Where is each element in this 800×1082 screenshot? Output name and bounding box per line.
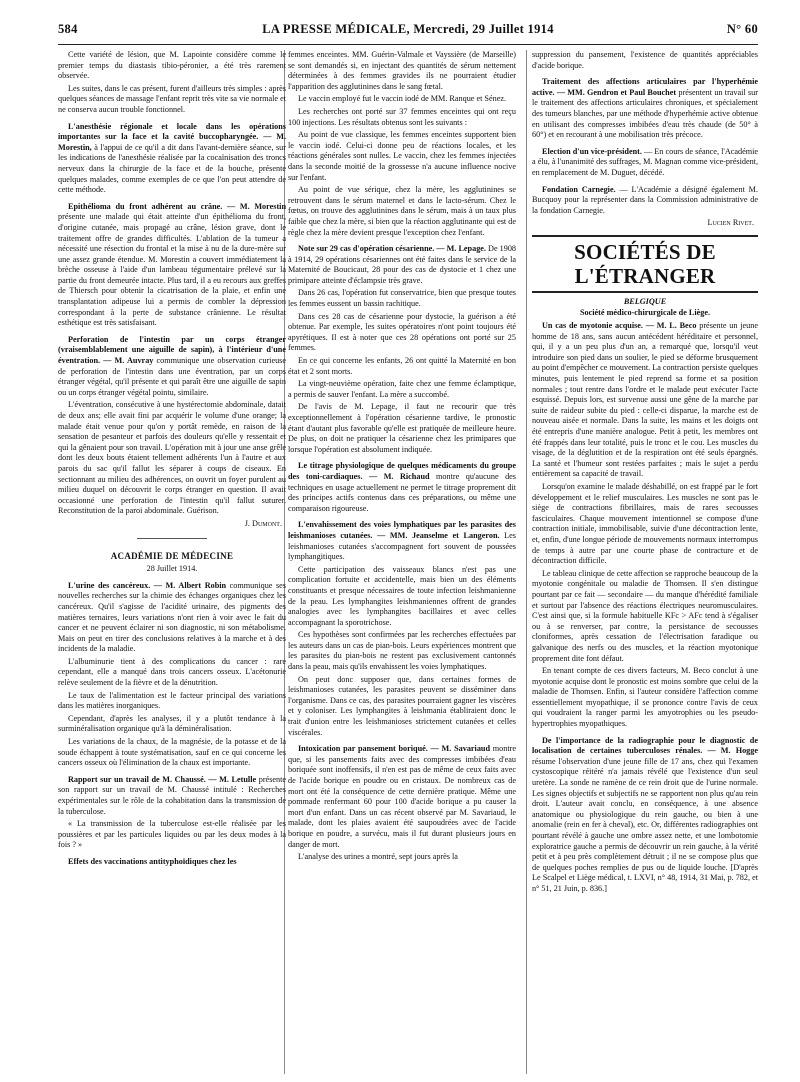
- paragraph: Au point de vue classique, les femmes enceintes supportent bien le vaccin iodé. Celui-ci donne peu de réactions locales, et les réactions générales sont nulles. Le vaccin, chez les femmes injectées dans la seconde moitié de la grossesse n'a aucune influence nocive sur l'enfant.: [288, 130, 516, 182]
- paragraph: Le taux de l'alimentation est le facteur principal des variations dans les matières inorganiques.: [58, 690, 286, 711]
- article: [58, 857, 286, 868]
- article: [288, 244, 516, 286]
- article-title: Perforation de l'intestin par un corps étranger (vraisemblablement une aiguille de sapin), à l'intérieur d'une éventration. — M. Auvray: [58, 334, 286, 366]
- article: [532, 736, 758, 895]
- paragraph: De l'avis de M. Lepage, il faut ne recourir que très exceptionnellement à l'opération césarienne tardive, le pronostic étant d'autant plus favorable qu'elle est pratiquée de meilleure heure. De plus, on doit ne pratiquer la césarienne chez les primipares que lorsque l'opération est absolument indiquée.: [288, 402, 516, 454]
- paragraph: On peut donc supposer que, dans certaines formes de leishmanioses cutanées, les parasites peuvent se disséminer dans l'organisme. Dans ce cas, des parasites pourraient gagner les viscères et y coloniser. Les lymphangites à leishmania établiraient donc le trait d'union entre les leishmanioses strictement cutanées et celles viscérales.: [288, 674, 516, 737]
- paragraph: Cette participation des vaisseaux blancs n'est pas une complication fortuite et accidentelle, mais bien un des éléments constituants et presque nécessaires de toute infection leishmanienne de la peau. Les lymphangites leishmaniennes offrent de grandes analogies avec les lymphangites bacillaires et avec celles accompagnant la sporotrichose.: [288, 564, 516, 627]
- paragraph: Lorsqu'on examine le malade déshabillé, on est frappé par le fort développement et le relief musculaires. Les muscles ne sont pas le siège de contractions fibrillaires, mais de rares secousses fasciculaires. Chaque mouvement intentionnel se compose d'une contraction initiale, immobilisable, suivie d'une décontraction lente, et, enfin, d'une longue période de mouvements normaux interrompus de temps à autre par une courte phase de contracture et de décontraction difficile.: [532, 482, 758, 566]
- article: [532, 77, 758, 141]
- article-text: présente une malade qui était atteinte d'un épithélioma du front, d'origine cutanée, mais propagé au crâne, lésion grave, dont le traitement offre de grandes difficultés. L'ablation de la tumeur a nécessité une résection du frontal et la mise à nu de la dure-mère sur une assez grande étendue. M. Morestin a couvert immédiatement la brèche osseuse à l'aide d'un lambeau tégumentaire prélevé sur la partie du front demeurée intacte. Plus tard, il a eu recours aux greffes de Thiersch pour obtenir la cicatrisation de la plaie, et enfin une transplantation adipeuse lui a permis de combler la dépression correspondant à la perte de substance crânienne. Le résultat esthétique est très satisfaisant.: [58, 212, 286, 328]
- article-text: communique ses nouvelles recherches sur la chimie des échanges organiques chez les cancéreux. Qu'il s'agisse de l'acidité urinaire, des pigments des matières ternaires, leurs variations n'ont rien à voir avec le fait du cancer et ne peuvent éclairer ni son diagnostic, ni son métabolisme. Mais on peut en tirer des conclusions relatives à la marche et à des incidents de la maladie.: [58, 580, 286, 654]
- paragraph: Les variations de la chaux, de la magnésie, de la potasse et de la soude échappent à toute systématisation, sauf en ce qui concerne les cancers osseux où l'élimination de la chaux est importante.: [58, 737, 286, 768]
- article: [58, 122, 286, 196]
- column-1: [58, 50, 286, 1074]
- article-text: présente un jeune homme de 18 ans, sans aucun antécédent héréditaire et personnel, qui, il y a un peu plus d'un an, a remarqué que, lorsqu'il veut introduire son pied dans un soulier, le pied se déforme brusquement au point d'empêcher ce mouvement. La contraction persiste quelques minutes, puis lentement le pied reprend sa forme et sa position normales ; tout rentre dans l'ordre et le malade peut exécuter l'acte esquissé. Depuis lors, est survenue aussi une gêne de la marche par suite de raideur subite du pied : celle-ci disparue, la marche est de nouveau aisée et normale. Dans la suite, les mains et les doigts ont été entrepris d'une manière analogue. Petit à petit, les membres ont été frappés dans leur totalité, puis le tronc et le cou. Les muscles du visage, de la déglutition et de la respiration ont été seuls épargnés. La santé et l'humeur sont restées parfaites ; mais le sujet a perdu entièrement sa capacité de travail.: [532, 321, 758, 479]
- article-text: montre que, si les pansements faits avec des compresses imbibées d'eau boriquée sont inoffensifs, il n'en est pas de même de ceux faits avec de l'acide borique en poudre ou en cristaux. De nombreux cas de mort ont été la conséquence de cette dernière pratique. Même une pommade renfermant 60 pour 100 d'acide borique a pu causer la mort d'un enfant. Dans un cas récent observé par M. Savariaud, le malade, dont les plaies avaient été saupoudrées avec de l'acide borique en poudre, a survécu, mais il fut durant plusieurs jours en danger de mort.: [288, 744, 516, 849]
- paragraph: suppression du pansement, l'existence de quantités appréciables d'acide borique.: [532, 50, 758, 70]
- article-title: Epithélioma du front adhérent au crâne. — M. Morestin: [68, 201, 286, 211]
- paragraph: En ce qui concerne les enfants, 26 ont quitté la Maternité en bon état et 2 sont morts.: [288, 356, 516, 376]
- article-text: à l'appui de ce qu'il a dit dans l'avant-dernière séance, sur les indications de l'anesthésie réalisée par la cocaïnisation des troncs nerveux dans la chirurgie de la face et de la bouche, présente quelques malades, comme exemples de ce que l'on peut attendre de cette méthode.: [58, 142, 286, 195]
- journal-title: LA PRESSE MÉDICALE, Mercredi, 29 Juillet 1914: [262, 22, 554, 36]
- paragraph: Le vaccin employé fut le vaccin iodé de MM. Ranque et Sénez.: [298, 94, 507, 104]
- column-3: [532, 50, 758, 1074]
- section-heading: ACADÉMIE DE MÉDECINE: [110, 550, 234, 561]
- article: [532, 321, 758, 480]
- author-signature: J. Dumont.: [244, 518, 282, 528]
- paragraph: Dans 26 cas, l'opération fut conservatrice, bien que presque toutes les femmes eussent un bassin rachitique.: [288, 288, 516, 309]
- article: [288, 461, 516, 514]
- page-number: 584: [58, 22, 78, 36]
- issue-number: N° 60: [726, 22, 758, 36]
- article: [58, 581, 286, 655]
- article-text: communique une observation curieuse de perforation de l'intestin dans une éventration, par un corps étranger végétal, qu'il présente et qui paraît être une aiguille de sapin ou un corps étranger végétal pointu, similaire.: [58, 356, 286, 397]
- paragraph: En tenant compte de ces divers facteurs, M. Beco conclut à une myotonie acquise dont le pronostic est moins sombre que celui de la maladie de Thomsen. Enfin, si l'auteur considère l'affection comme essentiellement myopathique, il se prononce contre l'avis de ceux qui voudraient la ranger parmi les amyotrophies ou les pseudo-hypertrophies myopathiques.: [532, 666, 758, 729]
- article-title: De l'importance de la radiographie pour le diagnostic de localisation de certaines tuberculoses rénales. — M. Hogge: [532, 735, 758, 756]
- article-title: L'urine des cancéreux. — M. Albert Robin: [68, 580, 227, 590]
- article-text: présentent un travail sur le traitement des affections articulaires chroniques, et spécialement des tumeurs blanches, par une méthode d'hyperhémie active obtenue en utilisant des compresses imbibées d'eau très chaude (de 50° à 60°) et en recourant à une mobilisation très précoce.: [532, 87, 758, 140]
- column-divider: [526, 50, 527, 1074]
- paragraph: « La transmission de la tuberculose est-elle réalisée par les poussières et par les particules liquides ou par les deux modes à la fois ? »: [58, 819, 286, 850]
- article: [288, 520, 516, 562]
- paragraph: Ces hypothèses sont confirmées par les recherches effectuées par les auteurs dans un cas de pian-bois. Leurs expériences montrent que les parasites du pian-bois ne restent pas exclusivement cantonnés dans la peau, mais qu'ils envahissent les voies lymphatiques.: [288, 630, 516, 672]
- society-heading: Société médico-chirurgicale de Liège.: [579, 307, 711, 317]
- article: [58, 202, 286, 329]
- paragraph: Cependant, d'après les analyses, il y a plutôt tendance à la surminéralisation organique qu'à la déminéralisation.: [58, 713, 286, 734]
- article-title: L'envahissement des voies lymphatiques par les parasites des leishmanioses cutanées. — MM. Jeanselme et Langeron.: [288, 520, 516, 540]
- paragraph: L'éventration, consécutive à une hystérectomie abdominale, datait de deux ans; elle avait fini par acquérir le volume d'une orange; la malade était venue pour qu'on y portât remède, en raison de la sensation de pesanteur et parfois des douleurs qu'elle y ressentait et qui la gênaient pour son travail. L'opération mit à jour une anse grêle dont les deux bouts étaient tellement adhérents l'un à l'autre et aux parois du sac qu'il fallut les séparer à coups de ciseaux. En sectionnant au milieu des adhérences, on ouvrit un foyer purulent au milieu duquel on découvrit le corps étranger en question. Il avait occasionné une perforation de l'intestin qu'il fallut suturer. Reconstitution de la paroi abdominale. Guérison.: [58, 400, 286, 516]
- paragraph: femmes enceintes. MM. Guérin-Valmale et Vayssière (de Marseille) se sont demandés si, en injectant des quantités de sérum nettement déterminées à des femmes gravides ils ne pourraient étudier l'apparition des agglutinines dans le sang fœtal.: [288, 50, 516, 91]
- section-banner: SOCIÉTÉS DE L'ÉTRANGER: [532, 235, 758, 293]
- article-title: Note sur 29 cas d'opération césarienne. — M. Lepage.: [298, 244, 486, 254]
- article-title: L'anesthésie régionale et locale dans les opérations importantes sur la face et la cavité buccopharyngée. — M. Morestin,: [58, 121, 286, 152]
- paragraph: Le tableau clinique de cette affection se rapproche beaucoup de la myotonie congénitale ou maladie de Thomsen. Il s'en distingue pourtant par ce fait — secondaire — du manque d'hérédité familiale et surtout par l'absence des réactions électriques neuromusculaires. C'est ainsi que, si la formule habituelle KFc > AFc tend à s'égaliser ou à se renverser, par contre, la persistance de secousses cloniformes, après cessation de l'électrisation faradique ou galvanique des nerfs ou des muscles, et la réaction myotonique proprement dite font défaut.: [532, 568, 758, 663]
- article-text: Les leishmanioses cutanées s'accompagnent fort souvent de poussées lymphangitiques.: [288, 530, 516, 562]
- paragraph: La vingt-neuvième opération, faite chez une femme éclamptique, a permis de sauver l'enfant. La mère a succombé.: [288, 379, 516, 399]
- session-date: 28 Juillet 1914.: [146, 564, 198, 574]
- article: [288, 744, 516, 850]
- paragraph: Au point de vue sérique, chez la mère, les agglutinines se retrouvent dans le sérum maternel et dans le lacto-sérum. Chez le fœtus, on trouve des agglutinines dans le sérum, mais à un taux plus faible que chez la mère, si bien que la réaction agglutinante qui est de règle chez la mère devient presque l'exception chez l'enfant.: [288, 185, 516, 237]
- article: [532, 147, 758, 179]
- article-text: De 1908 à 1914, 29 opérations césariennes ont été faites dans le service de la Maternité de Boucicaut, 28 pour des cas de dystocie et 1 chez une primipare atteinte d'éclampsie très grave.: [288, 244, 516, 285]
- paragraph: L'analyse des urines a montré, sept jours après la: [298, 852, 458, 862]
- article: [58, 335, 286, 399]
- paragraph: Dans ces 28 cas de césarienne pour dystocie, la guérison a été obtenue. Par exemple, les suites opératoires n'ont point toujours été apyrétiques. Il est à noter que ces 28 opérations ont porté sur 25 femmes.: [288, 311, 516, 353]
- article-title: Election d'un vice-président.: [542, 146, 642, 156]
- article-text: résume l'observation d'une jeune fille de 17 ans, chez qui l'examen cystoscopique réitéré n'a jamais révélé que l'existence d'un seul uretère. La sonde ne ramène de ce rein droit que de l'urine normale. Les signes objectifs et subjectifs ne se rapportent non plus qu'au rein droit. L'auteur avait conclu, en conséquence, à une absence anatomique ou physiologique du rein gauche, ou bien à une anomalie (rein en fer à cheval), etc. Or, différentes radiographies ont pourtant révélé à gauche une ombre assez nette, et une lombotomie exploratrice gauche a permis de découvrir un rein gauche, à la vérité petit et à peu près complètement détruit ; il ne se compose plus que de quelques poches remplies de pus ou de liquide louche. [D'après Le Scalpel et Liège médical, t. LXVI, n° 48, 1914, 31 Mai, p. 782, et n° 51, 21 Juin, p. 836.]: [532, 756, 758, 893]
- article-text: présente son rapport sur un travail de M. Chaussé intitulé : Recherches expérimentales sur le rôle de la cohabitation dans la transmission de la tuberculose.: [58, 774, 286, 816]
- article-title: Intoxication par pansement boriqué. — M. Savariaud: [298, 744, 491, 754]
- article-text: — L'Académie a désigné également M. Bucquoy pour la représenter dans la Commission administrative de la fondation Carnegie.: [532, 184, 758, 215]
- paragraph: Les recherches ont porté sur 37 femmes enceintes qui ont reçu 100 injections. Les résultats obtenus sont les suivants :: [288, 106, 516, 127]
- article-text: montre qu'aucune des techniques en usage actuellement ne permet le titrage proprement dit des principes actifs contenus dans ces préparations, ou même une comparaison rigoureuse.: [288, 471, 516, 513]
- article-title: Effets des vaccinations antityphoïdiques chez les: [68, 856, 237, 866]
- paragraph: L'albuminurie tient à des complications du cancer : rare cependant, elle a manqué dans trois cancers osseux. L'acétonurie relève seulement de la fièvre et de la dénutrition.: [58, 656, 286, 688]
- column-2: [288, 50, 516, 1074]
- article-text: — En cours de séance, l'Académie a élu, à l'unanimité des suffrages, M. Magnan comme vice-président, en remplacement de M. Duguet, décédé.: [532, 146, 758, 177]
- article: [58, 775, 286, 817]
- article-title: Rapport sur un travail de M. Chaussé. — M. Letulle: [68, 774, 257, 784]
- article-title: Fondation Carnegie.: [542, 184, 616, 194]
- paragraph: Les suites, dans le cas présent, furent d'ailleurs très simples : après quelques séances de massage l'enfant reprit très vite sa vie normale et ne conserva aucun trouble fonctionnel.: [58, 83, 286, 114]
- page-header: [58, 22, 758, 42]
- header-rule: [58, 44, 758, 45]
- country-heading: BELGIQUE: [623, 296, 667, 306]
- paragraph: Cette variété de lésion, que M. Lapointe considère comme le premier temps du diastasis tibio-péronier, a été très rarement observée.: [58, 50, 286, 81]
- article-title: Traitement des affections articulaires par l'hyperhémie active. — MM. Gendron et Paul Bouchet: [532, 77, 758, 97]
- article-title: Un cas de myotonie acquise. — M. L. Beco: [542, 321, 697, 331]
- section-rule: [137, 538, 207, 539]
- article-title: Le titrage physiologique de quelques médicaments du groupe des toni-cardiaques. — M. Richaud: [288, 461, 516, 481]
- article: [532, 185, 758, 217]
- author-signature: Lucien Rivet.: [707, 218, 754, 228]
